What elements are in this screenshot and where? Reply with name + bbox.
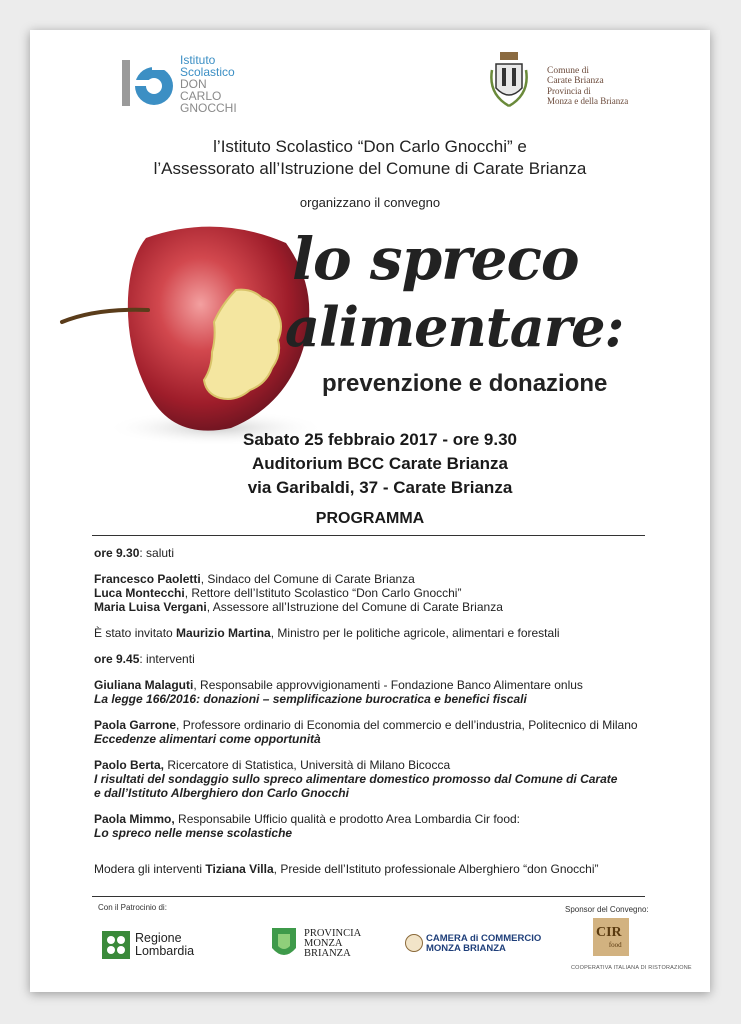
speaker-name: Paola Garrone: [94, 718, 177, 732]
sponsor-label: Sponsor del Convegno:: [565, 905, 649, 914]
intro-line-1: l’Istituto Scolastico “Don Carlo Gnocchi” e: [213, 137, 527, 156]
camera-commercio-text: [426, 934, 541, 954]
time-desc: : saluti: [139, 546, 175, 560]
program-content: [94, 546, 654, 876]
school-logo-line: DON: [180, 77, 207, 91]
comune-logo-line: Monza e della Brianza: [547, 96, 629, 106]
moderator-pre: Modera gli interventi: [94, 862, 206, 876]
school-logo-line: Scolastico: [180, 65, 235, 79]
camera-line: MONZA BRIANZA: [426, 943, 506, 954]
invited-role: , Ministro per le politiche agricole, alimentari e forestali: [270, 626, 560, 640]
speaker-row: [94, 758, 654, 772]
school-logo-line: CARLO: [180, 89, 222, 103]
regione-lombardia-text: [135, 932, 194, 958]
speaker-role: Ricercatore di Statistica, Università di Milano Bicocca: [164, 758, 451, 772]
speaker-name: Paola Mimmo,: [94, 812, 175, 826]
school-logo-line: Istituto: [180, 53, 216, 67]
guest-role: , Sindaco del Comune di Carate Brianza: [200, 572, 415, 586]
comune-logo-line: Comune di: [547, 66, 589, 76]
talk-title: Eccedenze alimentari come opportunità: [94, 732, 321, 746]
title-line-2: alimentare:: [285, 295, 624, 359]
provincia-line: MONZA: [304, 938, 343, 949]
guest-name: Luca Montecchi: [94, 586, 185, 600]
moderator-row: [94, 862, 654, 876]
invited-pre: È stato invitato: [94, 626, 177, 640]
speaker-row: [94, 718, 654, 732]
moderator-role: , Preside dell’Istituto professionale Alberghiero “don Gnocchi”: [273, 862, 599, 876]
time-label: ore 9.45: [94, 652, 140, 666]
speaker-row: [94, 678, 654, 692]
event-date: Sabato 25 febbraio 2017 - ore 9.30: [242, 430, 517, 449]
comune-logo-text: [547, 66, 628, 106]
provincia-line: PROVINCIA: [304, 928, 362, 939]
guest-role: , Rettore dell’Istituto Scolastico “Don Carlo Gnocchi”: [184, 586, 462, 600]
regione-lombardia-icon: [102, 931, 130, 959]
patronage-label: Con il Patrocinio di:: [98, 903, 167, 912]
regione-line: Regione: [135, 931, 182, 945]
guest-row: [94, 572, 654, 586]
time-desc: : interventi: [139, 652, 195, 666]
regione-line: Lombardia: [135, 944, 195, 958]
guest-row: [94, 600, 654, 614]
organize-text: organizzano il convegno: [299, 195, 441, 210]
event-address: via Garibaldi, 37 - Carate Brianza: [247, 478, 513, 497]
talk-title: La legge 166/2016: donazioni – semplificazione burocratica e benefici fiscali: [94, 692, 527, 706]
camera-commercio-icon: [405, 934, 423, 952]
guest-row: [94, 586, 654, 600]
time-label: ore 9.30: [94, 546, 140, 560]
subtitle: prevenzione e donazione: [322, 370, 608, 397]
cir-logo-word: CIR: [596, 925, 622, 940]
school-logo-line: GNOCCHI: [180, 101, 237, 115]
talk-title: e dall’Istituto Alberghiero don Carlo Gnocchi: [94, 786, 349, 800]
speaker-role: , Responsabile approvvigionamenti - Fondazione Banco Alimentare onlus: [193, 678, 583, 692]
cir-food-logo-text: [596, 925, 622, 949]
comune-logo-line: Carate Brianza: [547, 76, 604, 86]
speaker-name: Paolo Berta,: [94, 758, 165, 772]
camera-line: CAMERA di COMMERCIO: [426, 933, 542, 944]
invited-name: Maurizio Martina: [176, 626, 271, 640]
guest-name: Francesco Paoletti: [94, 572, 201, 586]
intro-line-2: l’Assessorato all’Istruzione del Comune di Carate Brianza: [153, 159, 587, 178]
talk-title: Lo spreco nelle mense scolastiche: [94, 826, 293, 840]
speaker-role: Responsabile Ufficio qualità e prodotto Area Lombardia Cir food:: [174, 812, 521, 826]
guest-name: Maria Luisa Vergani: [94, 600, 207, 614]
poster-page: [30, 30, 710, 992]
program-item: [94, 546, 654, 560]
school-logo-text: [180, 54, 237, 114]
cir-logo-sub: food: [608, 941, 622, 949]
school-logo-icon: [122, 56, 174, 110]
talk-title: I risultati del sondaggio sullo spreco alimentare domestico promosso dal Comune di Carate: [94, 772, 618, 786]
event-info: [180, 428, 580, 500]
speaker-name: Giuliana Malaguti: [94, 678, 194, 692]
guest-role: , Assessore all’Istruzione del Comune di Carate Brianza: [206, 600, 503, 614]
title-line-1: lo spreco: [292, 225, 579, 293]
comune-crest-icon: [488, 50, 530, 112]
speaker-row: [94, 812, 654, 826]
divider-top: [92, 535, 645, 536]
provincia-line: BRIANZA: [304, 948, 351, 959]
program-item: [94, 652, 654, 666]
bitten-apple-image: [56, 218, 318, 450]
invited-row: [94, 626, 654, 640]
comune-logo-line: Provincia di: [547, 86, 591, 96]
divider-bottom: [92, 896, 645, 897]
cir-food-caption: COOPERATIVA ITALIANA DI RISTORAZIONE: [571, 965, 692, 971]
program-heading: PROGRAMMA: [315, 510, 425, 527]
provincia-monza-icon: [270, 926, 298, 962]
speaker-role: , Professore ordinario di Economia del commercio e dell’industria, Politecnico di Milano: [176, 718, 638, 732]
event-venue: Auditorium BCC Carate Brianza: [252, 454, 508, 473]
provincia-monza-text: [304, 929, 361, 959]
moderator-name: Tiziana Villa: [205, 862, 274, 876]
